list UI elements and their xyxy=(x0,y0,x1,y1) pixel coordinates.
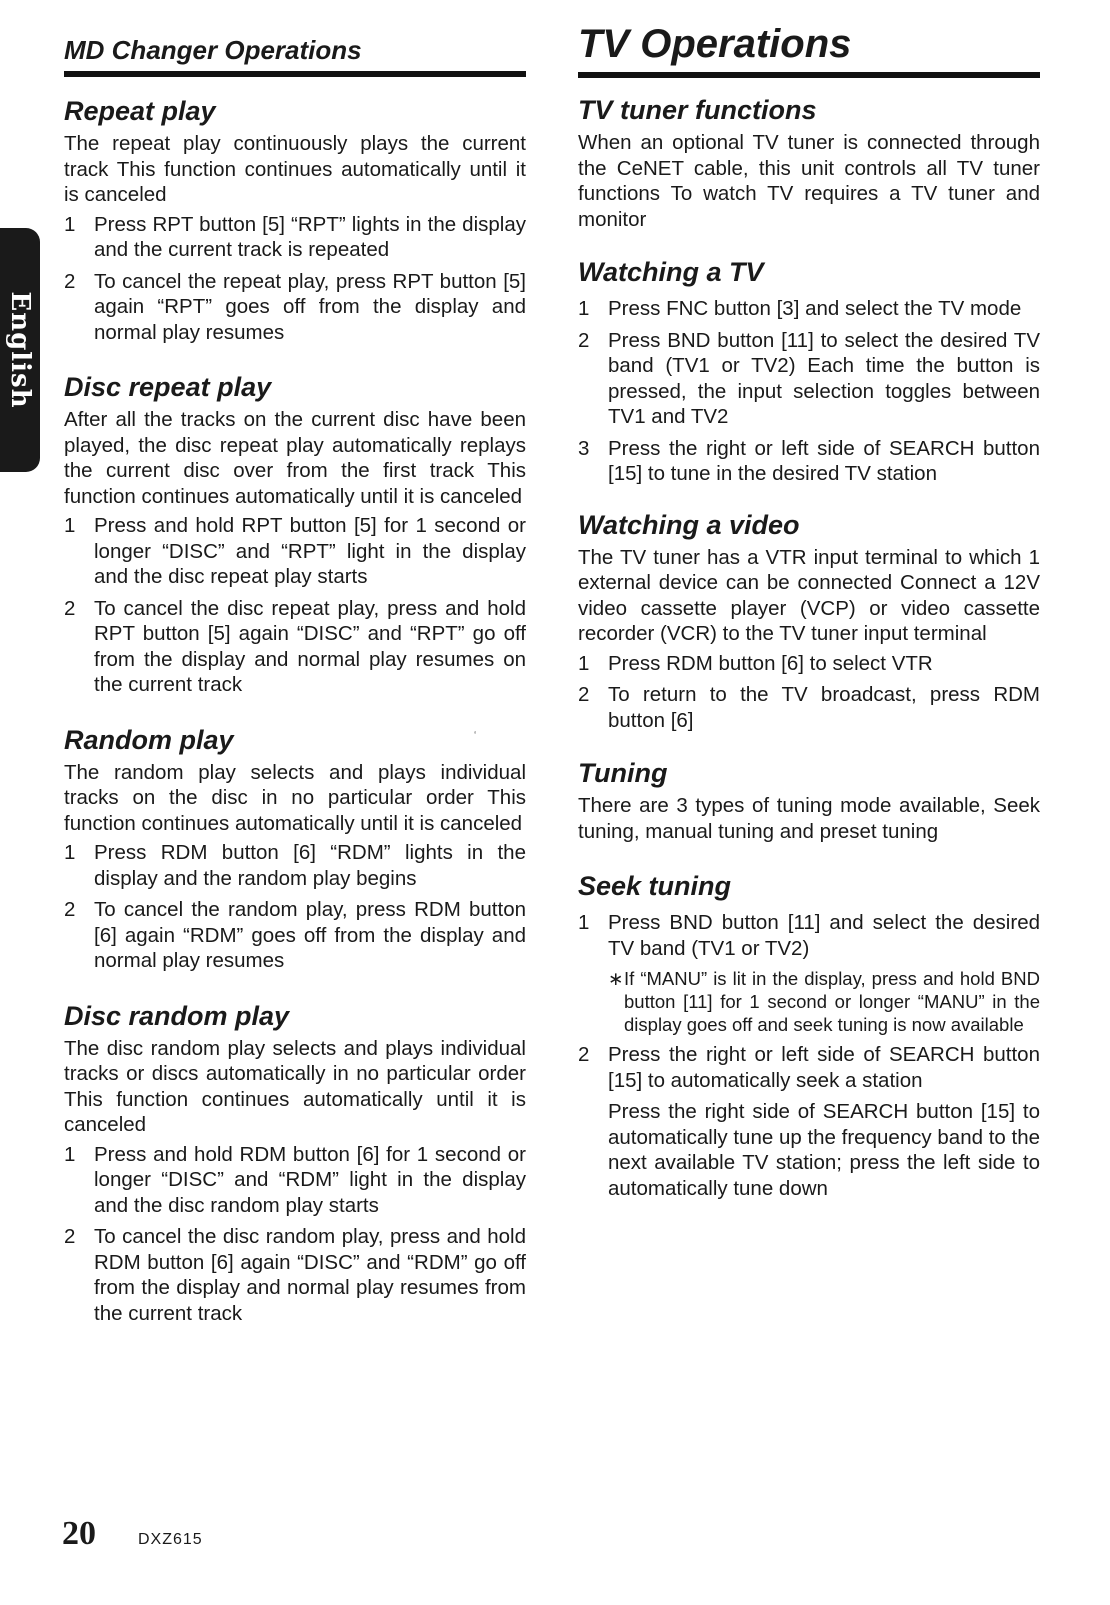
step-item xyxy=(578,910,1040,961)
note xyxy=(578,967,1040,1036)
step-number: 1 xyxy=(578,297,590,320)
step-list xyxy=(578,910,1040,961)
chapter-title-md: MD Changer Operations xyxy=(64,35,362,65)
section-random-play xyxy=(64,720,526,974)
section-watching-a-tv xyxy=(578,252,1040,487)
stray-mark: ‘ xyxy=(474,730,477,741)
step-item xyxy=(64,897,526,974)
section-intro: When an optional TV tuner is connected through the CeNET cable, this unit controls all TV tuner functions To watch TV requires a TV tuner and monitor xyxy=(578,131,1040,231)
step-text: To cancel the disc random play, press and hold RDM button [6] again “DISC” and “RDM” go off from the display and normal play resumes from the current track xyxy=(94,1225,526,1325)
section-intro: After all the tracks on the current disc have been played, the disc repeat play automatically replays the current disc over from the first track This function continues automatically until it is canceled xyxy=(64,408,526,508)
step-list xyxy=(64,513,526,698)
step-text: Press FNC button [3] and select the TV mode xyxy=(608,297,1022,320)
step-item xyxy=(64,269,526,346)
section-intro: The disc random play selects and plays individual tracks or discs automatically in no particular order This function continues automatically until it is canceled xyxy=(64,1036,526,1136)
right-column xyxy=(578,0,1040,1201)
section-heading: Disc repeat play xyxy=(64,372,272,402)
step-number: 1 xyxy=(64,841,76,864)
step-number: 1 xyxy=(578,651,590,675)
step-item xyxy=(64,212,526,263)
section-heading: TV tuner functions xyxy=(578,95,817,125)
asterisk-icon: ∗ xyxy=(608,968,624,989)
step-text: To cancel the random play, press RDM button [6] again “RDM” goes off from the display and normal play resumes xyxy=(94,898,526,972)
step-text: To cancel the repeat play, press RPT button [5] again “RPT” goes off from the display and normal play resumes xyxy=(94,269,526,344)
section-intro: The repeat play continuously plays the current track This function continues automatically until it is canceled xyxy=(64,132,526,206)
section-disc-random-play xyxy=(64,996,526,1327)
step-item xyxy=(578,651,1040,677)
step-text: Press RDM button [6] “RDM” lights in the display and the random play begins xyxy=(94,841,526,890)
section-heading: Tuning xyxy=(578,758,668,788)
note-text: If “MANU” is lit in the display, press and hold BND button [11] for 1 second or longer “MANU” in the display goes off and seek tuning is now available xyxy=(624,968,1040,1035)
step-number: 2 xyxy=(64,1225,76,1248)
step-number: 3 xyxy=(578,436,590,460)
step-list xyxy=(64,212,526,346)
model-name: DXZ615 xyxy=(138,1531,203,1548)
step-text: To cancel the disc repeat play, press and hold RPT button [5] again “DISC” and “RPT” go off from the display and normal play resumes on the current track xyxy=(94,596,526,696)
step-text: Press the right or left side of SEARCH button [15] to tune in the desired TV station xyxy=(608,436,1040,485)
step-number: 2 xyxy=(64,269,76,293)
step-list xyxy=(578,296,1040,487)
step-list xyxy=(64,840,526,974)
section-heading: Watching a video xyxy=(578,509,800,540)
step-item xyxy=(64,596,526,698)
step-text: Press RPT button [5] “RPT” lights in the display and the current track is repeated xyxy=(94,212,526,261)
step-number: 2 xyxy=(64,898,76,921)
step-item xyxy=(64,513,526,590)
section-heading: Repeat play xyxy=(64,96,216,126)
step-text: Press the right or left side of SEARCH button [15] to automatically seek a station xyxy=(608,1043,1040,1092)
step-text: To return to the TV broadcast, press RDM button [6] xyxy=(608,683,1040,732)
step-followup-text: Press the right side of SEARCH button [15] to automatically tune up the frequency band to the next available TV station; press the left side to automatically tune down xyxy=(608,1100,1040,1200)
section-watching-a-video xyxy=(578,505,1040,734)
step-item xyxy=(578,296,1040,322)
section-tuning xyxy=(578,753,1040,844)
section-tv-tuner-functions xyxy=(578,90,1040,232)
step-number: 2 xyxy=(578,328,590,352)
step-item xyxy=(578,1042,1040,1093)
section-heading: Watching a TV xyxy=(578,257,764,287)
step-text: Press RDM button [6] to select VTR xyxy=(608,651,933,675)
section-intro: The TV tuner has a VTR input terminal to which 1 external device can be connected Connect a 12V video cassette player (VCP) or video cassette recorder (VCR) to the TV tuner input terminal xyxy=(578,545,1040,645)
page-number: 20 xyxy=(62,1515,96,1552)
section-heading: Seek tuning xyxy=(578,871,732,901)
section-seek-tuning xyxy=(578,866,1040,1201)
step-number: 1 xyxy=(578,911,590,934)
step-text: Press and hold RDM button [6] for 1 second or longer “DISC” and “RDM” light in the display and the disc random play starts xyxy=(94,1142,526,1217)
step-text: Press BND button [11] to select the desired TV band (TV1 or TV2) Each time the button is pressed, the input selection toggles between TV1 and TV2 xyxy=(608,328,1040,428)
step-item xyxy=(578,328,1040,430)
step-number: 1 xyxy=(64,212,76,236)
step-item xyxy=(578,682,1040,733)
chapter-rule xyxy=(578,72,1040,78)
step-number: 2 xyxy=(578,683,590,706)
section-heading: Random play xyxy=(64,724,234,755)
chapter-rule xyxy=(64,71,526,77)
step-item xyxy=(578,436,1040,487)
step-number: 1 xyxy=(64,1142,76,1166)
step-item xyxy=(64,1224,526,1326)
step-list xyxy=(64,1142,526,1327)
step-number: 1 xyxy=(64,514,76,537)
step-text: Press and hold RPT button [5] for 1 second or longer “DISC” and “RPT” light in the display and the disc repeat play starts xyxy=(94,514,526,588)
section-disc-repeat-play xyxy=(64,367,526,698)
section-heading: Disc random play xyxy=(64,1000,290,1031)
step-list xyxy=(578,1042,1040,1093)
section-intro: The random play selects and plays individual tracks on the disc in no particular order This function continues automatically until it is canceled xyxy=(64,760,526,835)
step-item xyxy=(64,840,526,891)
step-number: 2 xyxy=(64,596,76,620)
step-list xyxy=(578,651,1040,734)
language-tab-label: English xyxy=(5,291,35,409)
section-repeat-play xyxy=(64,91,526,345)
left-column xyxy=(64,0,526,1332)
step-item xyxy=(64,1142,526,1219)
step-number: 2 xyxy=(578,1043,590,1066)
section-intro: There are 3 types of tuning mode available, Seek tuning, manual tuning and preset tuning xyxy=(578,794,1040,843)
step-text: Press BND button [11] and select the desired TV band (TV1 or TV2) xyxy=(608,911,1040,960)
chapter-title-tv: TV Operations xyxy=(578,22,852,66)
